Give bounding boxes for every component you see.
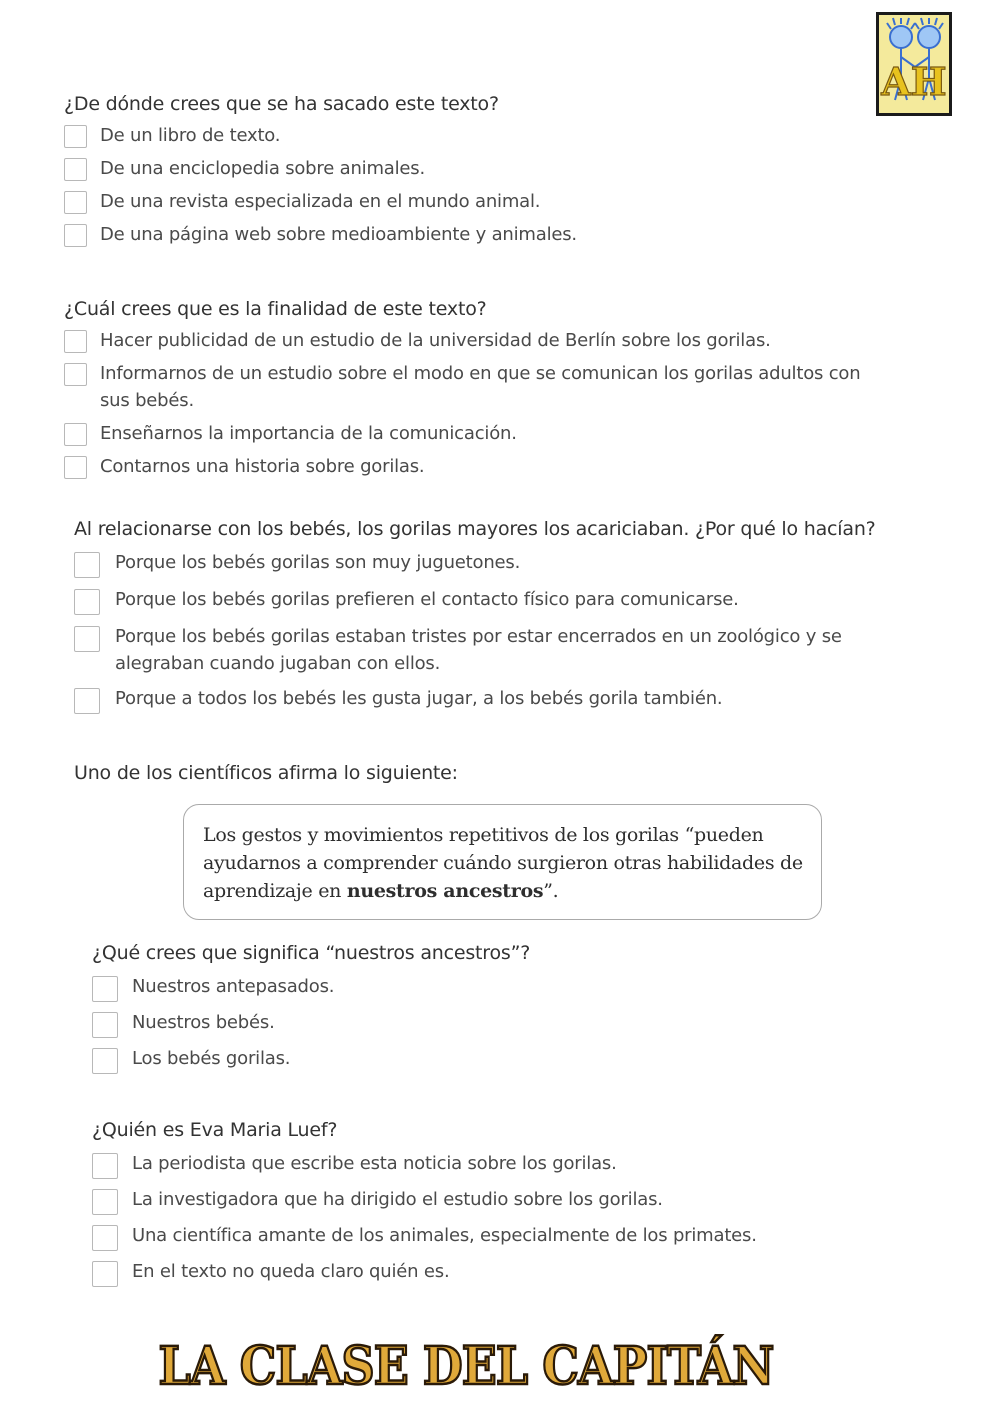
answer-checkbox[interactable] bbox=[74, 589, 100, 615]
option-label: Informarnos de un estudio sobre el modo en que se comunican los gorilas adultos con sus bebés. bbox=[100, 363, 861, 411]
answer-option[interactable] bbox=[64, 330, 894, 354]
question-title: ¿De dónde crees que se ha sacado este texto? bbox=[64, 93, 499, 115]
option-label: De una página web sobre medioambiente y animales. bbox=[100, 224, 577, 245]
option-label: De una enciclopedia sobre animales. bbox=[100, 158, 425, 179]
option-label: En el texto no queda claro quién es. bbox=[132, 1261, 450, 1282]
option-label: Nuestros bebés. bbox=[132, 1012, 275, 1033]
question-title: ¿Quién es Eva Maria Luef? bbox=[92, 1119, 338, 1141]
logo-letters: AH bbox=[881, 59, 947, 104]
option-label: Porque los bebés gorilas estaban tristes por estar encerrados en un zoológico y se alegraban cuando jugaban con ellos. bbox=[115, 626, 842, 674]
answer-option[interactable] bbox=[64, 423, 894, 447]
answer-option[interactable] bbox=[92, 1261, 912, 1287]
question-title: Al relacionarse con los bebés, los gorilas mayores los acariciaban. ¿Por qué lo hacían? bbox=[74, 518, 876, 540]
option-label: La investigadora que ha dirigido el estudio sobre los gorilas. bbox=[132, 1189, 663, 1210]
option-label: Contarnos una historia sobre gorilas. bbox=[100, 456, 425, 477]
answer-checkbox[interactable] bbox=[92, 1225, 118, 1251]
answer-option[interactable] bbox=[92, 1225, 912, 1251]
answer-checkbox[interactable] bbox=[74, 626, 100, 652]
answer-checkbox[interactable] bbox=[74, 688, 100, 714]
question-block-eva bbox=[92, 1117, 912, 1296]
answer-checkbox[interactable] bbox=[64, 456, 87, 479]
quote-intro bbox=[74, 760, 874, 794]
answer-option[interactable] bbox=[92, 1048, 892, 1074]
question-title: Uno de los científicos afirma lo siguiente: bbox=[74, 762, 458, 784]
answer-checkbox[interactable] bbox=[92, 1189, 118, 1215]
question-block-source bbox=[64, 91, 884, 257]
answer-checkbox[interactable] bbox=[92, 976, 118, 1002]
option-label: Porque los bebés gorilas son muy juguetones. bbox=[115, 552, 521, 573]
answer-checkbox[interactable] bbox=[64, 330, 87, 353]
answer-option[interactable] bbox=[64, 191, 884, 215]
answer-option[interactable] bbox=[64, 224, 884, 248]
answer-option[interactable] bbox=[92, 1153, 912, 1179]
quote-end: ”. bbox=[543, 880, 559, 902]
answer-checkbox[interactable] bbox=[64, 158, 87, 181]
answer-checkbox[interactable] bbox=[92, 1012, 118, 1038]
option-label: De un libro de texto. bbox=[100, 125, 281, 146]
option-label: Porque a todos los bebés les gusta jugar, a los bebés gorila también. bbox=[115, 688, 723, 709]
option-label: La periodista que escribe esta noticia sobre los gorilas. bbox=[132, 1153, 617, 1174]
answer-checkbox[interactable] bbox=[64, 423, 87, 446]
question-title: ¿Qué crees que significa “nuestros ancestros”? bbox=[92, 942, 531, 964]
option-label: Una científica amante de los animales, especialmente de los primates. bbox=[132, 1225, 757, 1246]
question-block-purpose bbox=[64, 296, 894, 489]
option-label: Hacer publicidad de un estudio de la universidad de Berlín sobre los gorilas. bbox=[100, 330, 771, 351]
answer-option[interactable] bbox=[74, 688, 944, 714]
option-label: Enseñarnos la importancia de la comunicación. bbox=[100, 423, 517, 444]
answer-option[interactable] bbox=[74, 589, 944, 615]
option-label: De una revista especializada en el mundo animal. bbox=[100, 191, 541, 212]
answer-checkbox[interactable] bbox=[92, 1048, 118, 1074]
answer-option[interactable] bbox=[92, 1189, 912, 1215]
quote-box bbox=[183, 804, 822, 920]
option-label: Porque los bebés gorilas prefieren el contacto físico para comunicarse. bbox=[115, 589, 739, 610]
footer-title: LA CLASE DEL CAPITÁN bbox=[158, 1336, 856, 1397]
option-label: Los bebés gorilas. bbox=[132, 1048, 291, 1069]
answer-checkbox[interactable] bbox=[92, 1261, 118, 1287]
question-block-caress bbox=[74, 516, 944, 723]
question-title: ¿Cuál crees que es la finalidad de este texto? bbox=[64, 298, 487, 320]
answer-option[interactable] bbox=[64, 158, 884, 182]
answer-option[interactable] bbox=[92, 1012, 892, 1038]
answer-checkbox[interactable] bbox=[64, 224, 87, 247]
answer-option[interactable] bbox=[64, 363, 894, 414]
answer-checkbox[interactable] bbox=[64, 363, 87, 386]
quote-text: Los gestos y movimientos repetitivos de los gorilas “pueden ayudarnos a comprender cuándo surgieron otras habilidades de aprendizaje en bbox=[203, 824, 803, 902]
answer-option[interactable] bbox=[64, 125, 884, 149]
footer-banner bbox=[0, 1332, 1000, 1402]
option-label: Nuestros antepasados. bbox=[132, 976, 335, 997]
answer-option[interactable] bbox=[74, 552, 944, 578]
answer-option[interactable] bbox=[92, 976, 892, 1002]
answer-checkbox[interactable] bbox=[64, 191, 87, 214]
answer-option[interactable] bbox=[64, 456, 894, 480]
quote-bold-text: nuestros ancestros bbox=[346, 880, 544, 902]
question-block-ancestors bbox=[92, 940, 892, 1083]
logo-ah bbox=[876, 12, 952, 116]
answer-checkbox[interactable] bbox=[74, 552, 100, 578]
answer-checkbox[interactable] bbox=[92, 1153, 118, 1179]
answer-option[interactable] bbox=[74, 626, 944, 677]
answer-checkbox[interactable] bbox=[64, 125, 87, 148]
